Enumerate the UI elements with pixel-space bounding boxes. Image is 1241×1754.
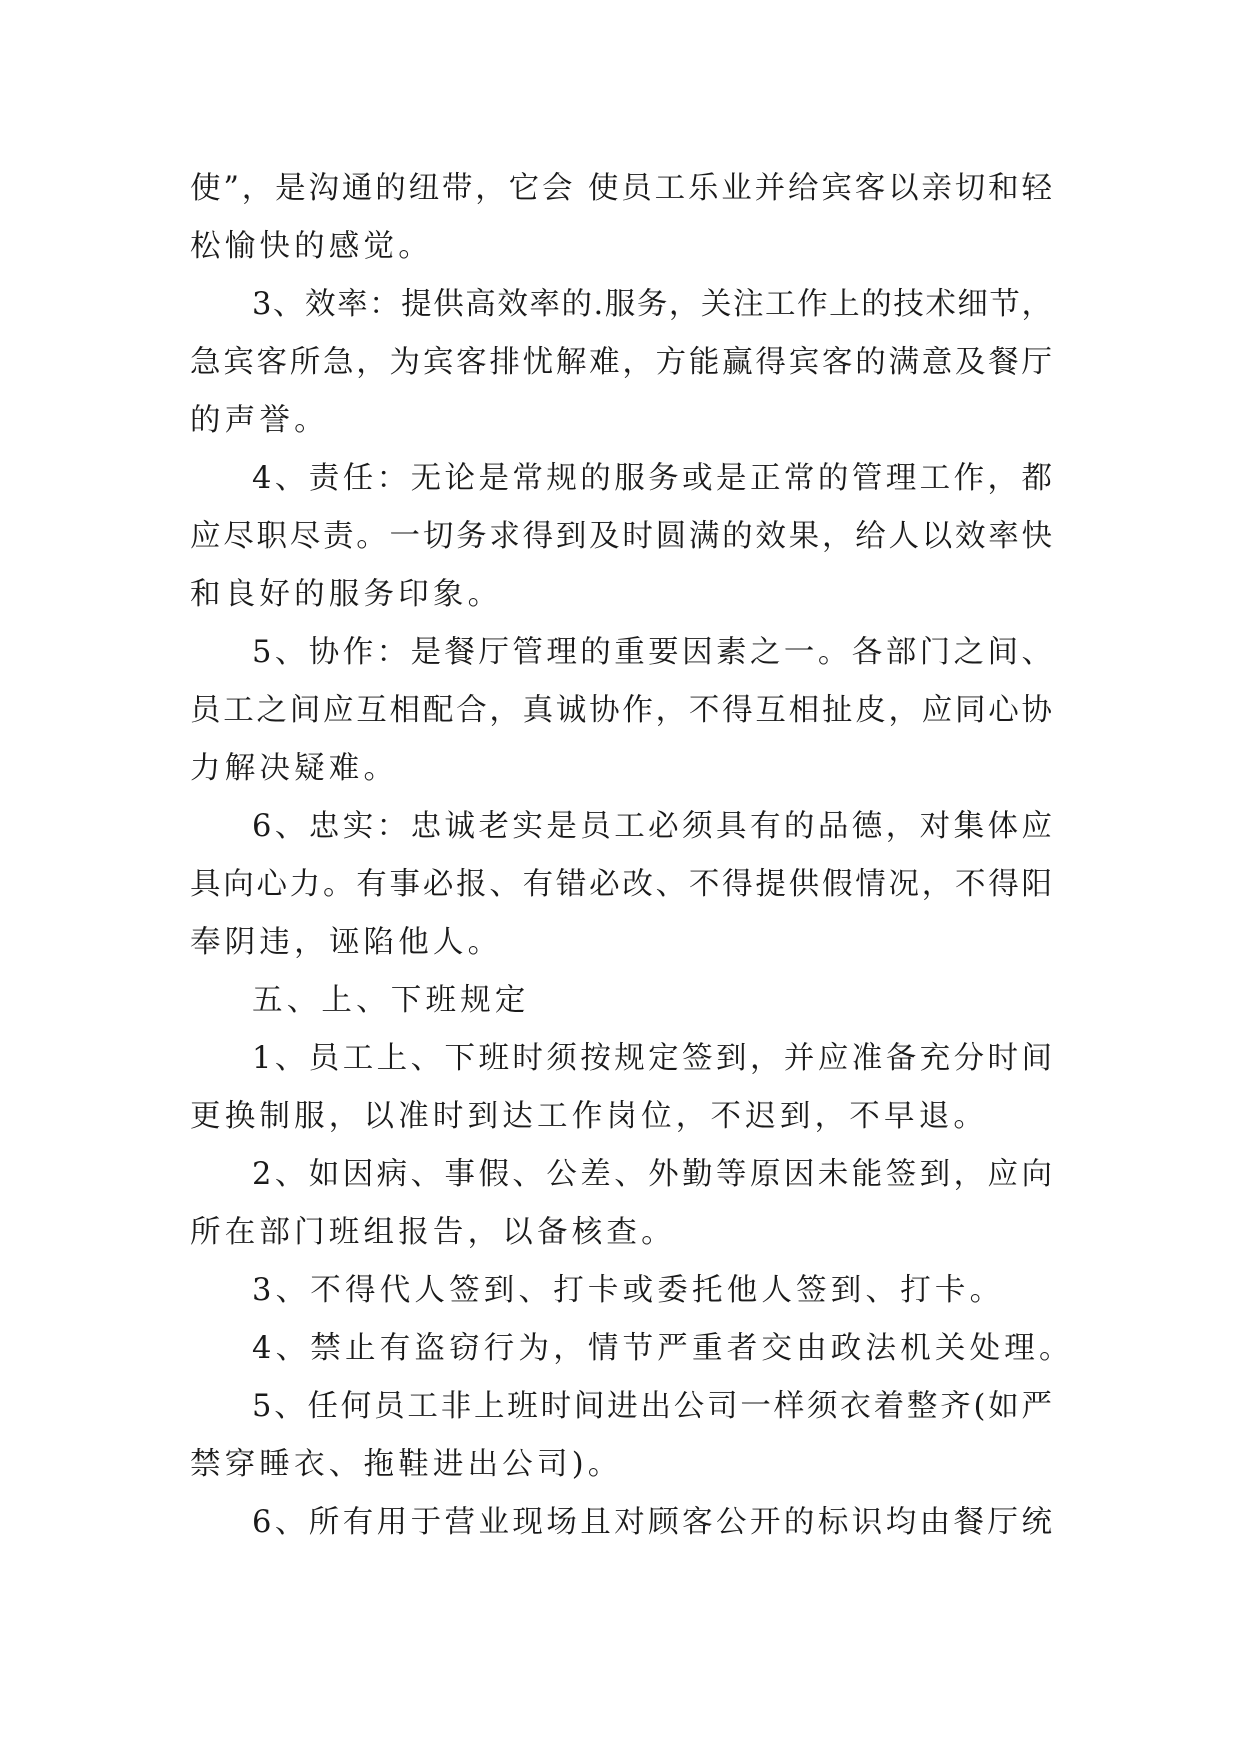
text-line: 所在部门班组报告，以备核查。	[190, 1215, 676, 1250]
text-line: 6、忠实：忠诚老实是员工必须具有的品德，对集体应	[252, 809, 1052, 844]
text-line: 急宾客所急，为宾客排忧解难，方能赢得宾客的满意及餐厅	[190, 345, 1052, 380]
text-line: 5、任何员工非上班时间进出公司一样须衣着整齐(如严	[252, 1389, 1052, 1424]
text-line: 更换制服，以准时到达工作岗位，不迟到，不早退。	[190, 1099, 989, 1134]
text-line: 6、所有用于营业现场且对顾客公开的标识均由餐厅统	[252, 1505, 1052, 1540]
text-line: 应尽职尽责。一切务求得到及时圆满的效果，给人以效率快	[190, 519, 1052, 554]
text-line: 3、不得代人签到、打卡或委托他人签到、打卡。	[252, 1273, 1005, 1308]
text-line: 5、协作：是餐厅管理的重要因素之一。各部门之间、	[252, 635, 1052, 670]
text-line: 员工之间应互相配合，真诚协作，不得互相扯皮，应同心协	[190, 693, 1052, 728]
text-line: 五、上、下班规定	[252, 983, 530, 1018]
text-line: 松愉快的感觉。	[190, 229, 433, 264]
text-line: 1、员工上、下班时须按规定签到，并应准备充分时间	[252, 1041, 1052, 1076]
text-line: 2、如因病、事假、公差、外勤等原因未能签到，应向	[252, 1157, 1052, 1192]
text-line: 具向心力。有事必报、有错必改、不得提供假情况，不得阳	[190, 867, 1052, 902]
text-line: 和良好的服务印象。	[190, 577, 503, 612]
text-line: 3、效率：提供高效率的.服务，关注工作上的技术细节，	[252, 287, 1052, 322]
text-line: 使”，是沟通的纽带，它会 使员工乐业并给宾客以亲切和轻	[190, 171, 1052, 206]
text-line: 的声誉。	[190, 403, 329, 438]
text-line: 力解决疑难。	[190, 751, 399, 786]
document-body	[190, 160, 1074, 1552]
text-line: 4、责任：无论是常规的服务或是正常的管理工作，都	[252, 461, 1052, 496]
text-line: 奉阴违，诬陷他人。	[190, 925, 503, 960]
text-line: 4、禁止有盗窃行为，情节严重者交由政法机关处理。	[252, 1331, 1074, 1366]
text-line: 禁穿睡衣、拖鞋进出公司)。	[190, 1447, 623, 1482]
